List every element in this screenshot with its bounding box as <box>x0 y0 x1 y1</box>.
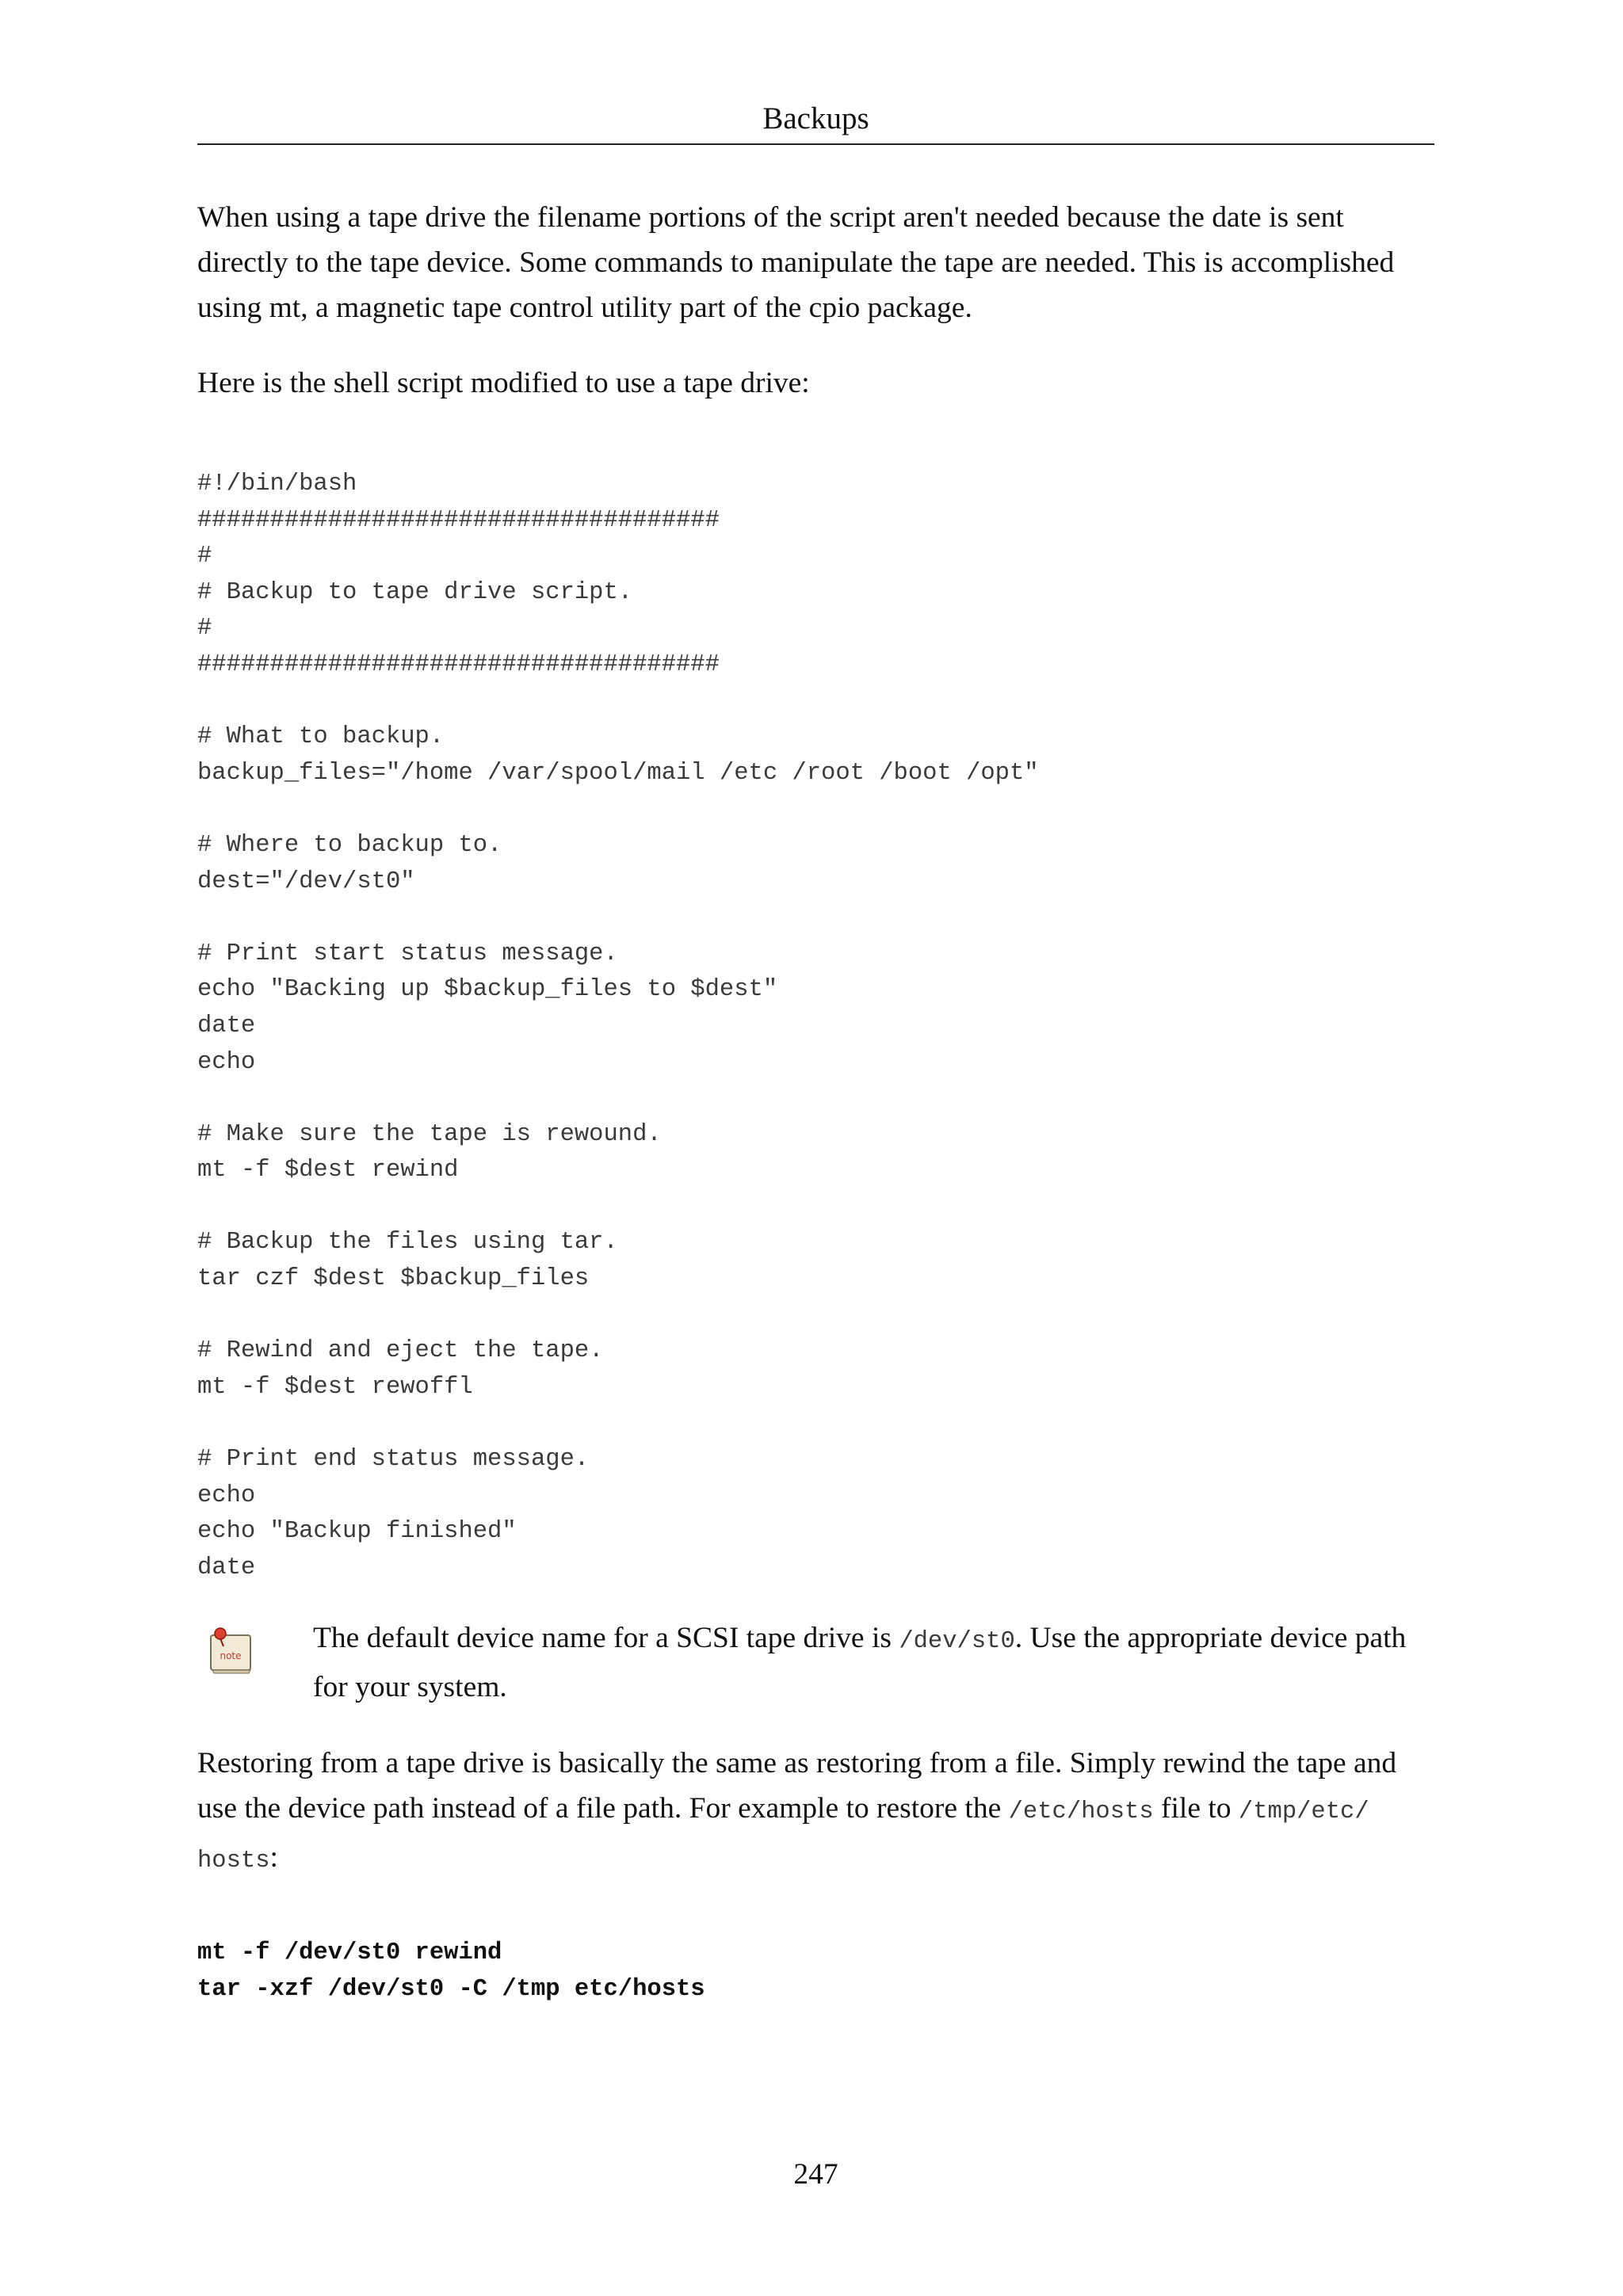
script-line: echo "Backup finished" <box>197 1518 517 1546</box>
page-number: 247 <box>793 2158 838 2191</box>
intro-paragraph: When using a tape drive the filename portions of the script aren't needed because the date is sent directly to the tape device. Some commands to manipulate the tape are needed. This is accomplished using mt, a magnetic tape control utility part of the cpio package. <box>197 201 1395 324</box>
restore-source-path: /etc/hosts <box>1008 1798 1154 1825</box>
script-lead-in: Here is the shell script modified to use a tape drive: <box>197 367 810 399</box>
note-device-path: /dev/st0 <box>899 1628 1015 1655</box>
script-line: # Make sure the tape is rewound. <box>197 1120 662 1148</box>
script-line: #!/bin/bash <box>197 471 357 498</box>
script-line: # What to backup. <box>197 723 445 751</box>
note-icon <box>204 1626 257 1678</box>
script-line: backup_files="/home /var/spool/mail /etc /root /boot /opt" <box>197 759 1039 787</box>
script-line: # <box>197 615 212 643</box>
script-line: mt -f $dest rewind <box>197 1157 459 1184</box>
header-divider <box>197 143 1434 145</box>
script-line: echo <box>197 1482 256 1509</box>
svg-text:note: note <box>220 1650 242 1661</box>
script-line: mt -f $dest rewoffl <box>197 1373 473 1401</box>
script-line: echo "Backing up $backup_files to $dest" <box>197 976 778 1004</box>
script-line: #################################### <box>197 650 720 678</box>
script-line: # <box>197 543 212 570</box>
script-line: # Backup to tape drive script. <box>197 578 633 606</box>
backup-script-code-block <box>197 467 1039 1586</box>
script-line: date <box>197 1554 256 1581</box>
script-line: dest="/dev/st0" <box>197 868 415 895</box>
restore-commands-code-block <box>197 1936 705 2008</box>
script-line: #################################### <box>197 506 720 534</box>
restore-target-path: /tmp/etc/ hosts <box>197 1798 1369 1875</box>
restore-paragraph: Restoring from a tape drive is basically the same as restoring from a file. Simply rewind the tape and use the device path instead of a file path. For example to restore the /etc/hosts file to /tmp/etc/ hosts: <box>197 1747 1397 1875</box>
script-line: echo <box>197 1048 256 1076</box>
script-line: tar czf $dest $backup_files <box>197 1265 590 1293</box>
restore-command-line: mt -f /dev/st0 rewind <box>197 1939 502 1966</box>
script-line: # Print start status message. <box>197 940 618 967</box>
restore-command-line: tar -xzf /dev/st0 -C /tmp etc/hosts <box>197 1975 705 2003</box>
script-line: # Backup the files using tar. <box>197 1229 618 1257</box>
page-header: Backups <box>762 101 869 135</box>
script-line: # Where to backup to. <box>197 831 502 859</box>
script-line: # Print end status message. <box>197 1446 590 1474</box>
script-line: # Rewind and eject the tape. <box>197 1337 604 1365</box>
note-text: The default device name for a SCSI tape drive is /dev/st0. Use the appropriate device path for your system. <box>313 1622 1407 1703</box>
script-line: date <box>197 1012 256 1039</box>
